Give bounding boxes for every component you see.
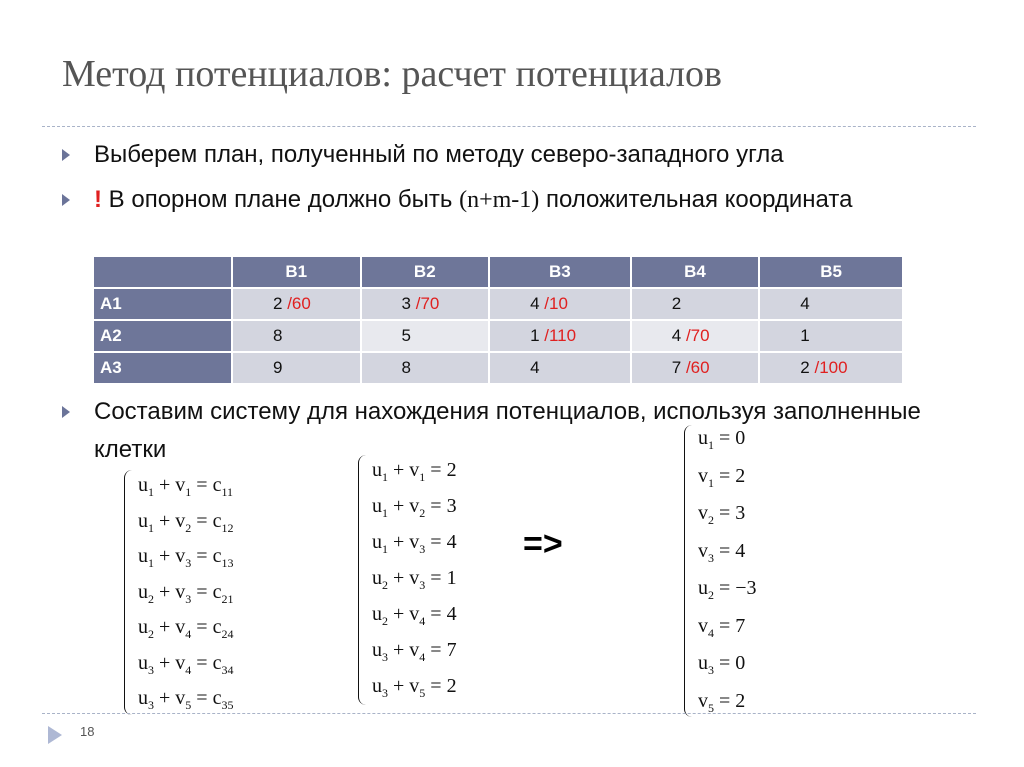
value: 0	[735, 652, 746, 674]
cost: 9	[273, 358, 283, 377]
allocation: /60	[287, 294, 311, 313]
variable: v	[175, 651, 186, 674]
variable: u	[138, 580, 148, 603]
variable: u	[372, 531, 382, 553]
variable: u	[138, 687, 148, 709]
divider-top	[42, 126, 976, 127]
value: 3	[446, 495, 457, 517]
formula: (n+m-1)	[459, 187, 540, 213]
equation: $v_3 = 4$	[698, 539, 746, 565]
value: 2	[446, 459, 457, 481]
cost: 8	[273, 326, 283, 345]
index: 4	[419, 614, 426, 628]
table-cell	[632, 321, 759, 351]
table-row	[94, 321, 902, 351]
equation: $u_1 + v_1 = 2$	[372, 459, 457, 484]
cost: 4	[530, 358, 540, 377]
bullet-2-text: В опорном плане должно быть	[108, 186, 460, 213]
value: 2	[735, 689, 746, 712]
allocation: /100	[814, 358, 848, 377]
numeric-system	[358, 455, 488, 705]
column-header: B1	[233, 257, 360, 287]
index: 2	[382, 614, 388, 628]
column-header: B5	[760, 257, 902, 287]
value: 2	[446, 675, 457, 697]
brace-icon	[358, 455, 369, 705]
variable: u	[372, 603, 382, 625]
equation: $u_3 + v_5 = c_{35}$	[138, 687, 234, 712]
index: 2	[148, 591, 154, 606]
table-cell	[233, 353, 360, 383]
cost: 1	[800, 326, 810, 345]
variable: v	[409, 639, 420, 661]
cost: 2	[671, 294, 682, 313]
index: 35	[221, 698, 234, 712]
variable: v	[175, 474, 186, 496]
table-cell	[490, 321, 630, 351]
table-cell	[233, 321, 360, 351]
value: 4	[446, 531, 457, 553]
variable: u	[372, 567, 382, 589]
index: 4	[185, 662, 192, 677]
variable: v	[409, 459, 420, 481]
footer-triangle-icon	[48, 726, 62, 744]
variable: u	[138, 616, 148, 638]
index: 5	[708, 700, 714, 715]
index: 3	[148, 698, 154, 712]
variable: v	[409, 531, 420, 553]
index: 1	[382, 506, 388, 520]
allocation: /110	[544, 326, 577, 345]
value: c	[212, 509, 222, 532]
row-header: A1	[94, 289, 231, 319]
bullet-arrow-icon	[62, 149, 70, 161]
implies-arrow: =>	[523, 525, 563, 563]
table-cell	[362, 289, 489, 319]
table-row	[94, 289, 902, 319]
value: 4	[446, 603, 457, 625]
column-header: B4	[632, 257, 759, 287]
equation: $v_2 = 3$	[698, 502, 746, 527]
value: 7	[446, 639, 457, 661]
variable: v	[175, 687, 186, 709]
table-cell	[490, 289, 630, 319]
index: 1	[148, 556, 154, 570]
cost: 3	[401, 294, 411, 313]
index: 2	[148, 627, 154, 641]
index: 4	[708, 625, 714, 640]
value: c	[212, 616, 222, 638]
table-cell	[760, 321, 902, 351]
index: 3	[419, 578, 426, 592]
equation: $u_1 + v_2 = c_{12}$	[138, 509, 234, 535]
page-number: 18	[80, 724, 95, 739]
index: 1	[148, 520, 154, 535]
variable: v	[698, 614, 708, 637]
exclamation-mark: !	[94, 186, 102, 213]
table-cell	[490, 353, 630, 383]
index: 5	[185, 698, 192, 712]
allocation: /60	[685, 358, 710, 377]
variable: u	[698, 427, 708, 449]
solution-system	[684, 425, 784, 717]
cost: 5	[401, 326, 411, 345]
variable: u	[372, 495, 382, 517]
index: 3	[382, 650, 388, 664]
row-header: A3	[94, 353, 231, 383]
slide-title: Метод потенциалов: расчет потенциалов	[62, 53, 722, 95]
index: 3	[419, 542, 426, 556]
index: 12	[221, 520, 234, 535]
table-cell	[632, 289, 759, 319]
variable: v	[409, 675, 420, 697]
variable: v	[409, 495, 420, 517]
cost: 1	[530, 326, 540, 345]
index: 2	[708, 588, 714, 602]
column-header: B2	[362, 257, 489, 287]
table-cell	[362, 321, 489, 351]
value: c	[212, 687, 222, 709]
transport-plan-table	[92, 255, 904, 385]
equation: $u_3 + v_4 = 7$	[372, 639, 457, 664]
cost: 2	[800, 358, 810, 377]
index: 11	[221, 485, 234, 499]
variable: u	[372, 459, 382, 481]
column-header: B3	[490, 257, 630, 287]
equation: $v_5 = 2$	[698, 689, 746, 715]
cost: 7	[671, 358, 682, 377]
index: 1	[185, 485, 192, 499]
index: 5	[419, 686, 426, 700]
value: 2	[735, 464, 746, 487]
equation: $v_4 = 7$	[698, 614, 746, 640]
index: 3	[185, 591, 192, 606]
table-cell	[362, 353, 489, 383]
bullet-1: Выберем план, полученный по методу северо-западного угла	[94, 141, 784, 168]
value: 3	[735, 502, 746, 524]
variable: u	[138, 545, 148, 567]
cost: 4	[530, 294, 540, 313]
variable: u	[372, 639, 382, 661]
bullet-arrow-icon	[62, 406, 70, 418]
variable: u	[698, 652, 708, 674]
index: 3	[185, 556, 192, 570]
table-row	[94, 353, 902, 383]
index: 13	[221, 556, 234, 570]
index: 1	[708, 475, 714, 490]
value: −3	[735, 577, 757, 599]
index: 1	[382, 542, 388, 556]
table-cell	[760, 289, 902, 319]
index: 34	[221, 662, 234, 677]
variable: v	[175, 545, 186, 567]
index: 4	[185, 627, 192, 641]
variable: u	[698, 577, 708, 599]
equation: $u_1 + v_2 = 3$	[372, 495, 457, 520]
equation: $u_2 + v_3 = c_{21}$	[138, 580, 234, 606]
variable: v	[698, 464, 708, 487]
variable: v	[175, 616, 186, 638]
equation: $u_1 + v_3 = c_{13}$	[138, 545, 234, 570]
equation: $u_1 = 0$	[698, 427, 746, 452]
value: c	[212, 545, 222, 567]
index: 2	[708, 513, 714, 527]
divider-bottom	[42, 713, 976, 714]
index: 2	[419, 506, 426, 520]
bullet-2	[94, 181, 954, 219]
value: 7	[735, 614, 746, 637]
value: 1	[446, 567, 457, 589]
variable: v	[698, 502, 708, 524]
index: 2	[382, 578, 388, 592]
variable: u	[138, 474, 148, 496]
equation: $u_1 + v_3 = 4$	[372, 531, 457, 556]
bullet-3: Составим систему для нахождения потенциалов, используя заполненные клетки	[94, 398, 921, 463]
equation: $v_1 = 2$	[698, 464, 746, 490]
equation: $u_2 = -3$	[698, 577, 757, 602]
allocation: /10	[544, 294, 568, 313]
equation: $u_3 + v_4 = c_{34}$	[138, 651, 234, 677]
brace-icon	[684, 425, 695, 717]
index: 3	[708, 550, 714, 565]
index: 3	[708, 663, 714, 677]
allocation: /70	[685, 326, 710, 345]
row-header: A2	[94, 321, 231, 351]
variable: u	[372, 675, 382, 697]
variable: v	[409, 603, 420, 625]
index: 1	[148, 485, 154, 499]
index: 1	[382, 470, 388, 484]
variable: v	[698, 689, 708, 712]
index: 21	[221, 591, 234, 606]
index: 24	[221, 627, 234, 641]
equation: $u_3 + v_5 = 2$	[372, 675, 457, 700]
index: 4	[419, 650, 426, 664]
variable: v	[409, 567, 420, 589]
equation: $u_2 + v_4 = 4$	[372, 603, 457, 628]
index: 1	[708, 438, 714, 452]
table-cell	[632, 353, 759, 383]
variable: u	[138, 509, 148, 532]
value: c	[212, 580, 222, 603]
bullet-arrow-icon	[62, 194, 70, 206]
value: 0	[735, 427, 746, 449]
equation: $u_1 + v_1 = c_{11}$	[138, 474, 234, 499]
variable: v	[175, 509, 186, 532]
cost: 4	[671, 326, 682, 345]
cost: 8	[401, 358, 411, 377]
allocation: /70	[415, 294, 440, 313]
table-cell	[233, 289, 360, 319]
variable: v	[175, 580, 186, 603]
equation: $u_2 + v_4 = c_{24}$	[138, 616, 234, 641]
brace-icon	[124, 470, 135, 715]
equation: $u_2 + v_3 = 1$	[372, 567, 457, 592]
table-cell	[760, 353, 902, 383]
variable: u	[138, 651, 148, 674]
equation: $u_3 = 0$	[698, 652, 746, 677]
value: c	[212, 474, 222, 496]
value: c	[212, 651, 222, 674]
column-header	[94, 257, 231, 287]
cost: 2	[273, 294, 283, 313]
index: 3	[382, 686, 388, 700]
index: 3	[148, 662, 154, 677]
cost: 4	[800, 294, 810, 313]
value: 4	[735, 539, 746, 562]
bullet-2-text-end: положительная координата	[539, 186, 853, 213]
index: 1	[419, 470, 426, 484]
symbolic-system	[124, 470, 274, 715]
variable: v	[698, 539, 708, 562]
index: 2	[185, 520, 192, 535]
